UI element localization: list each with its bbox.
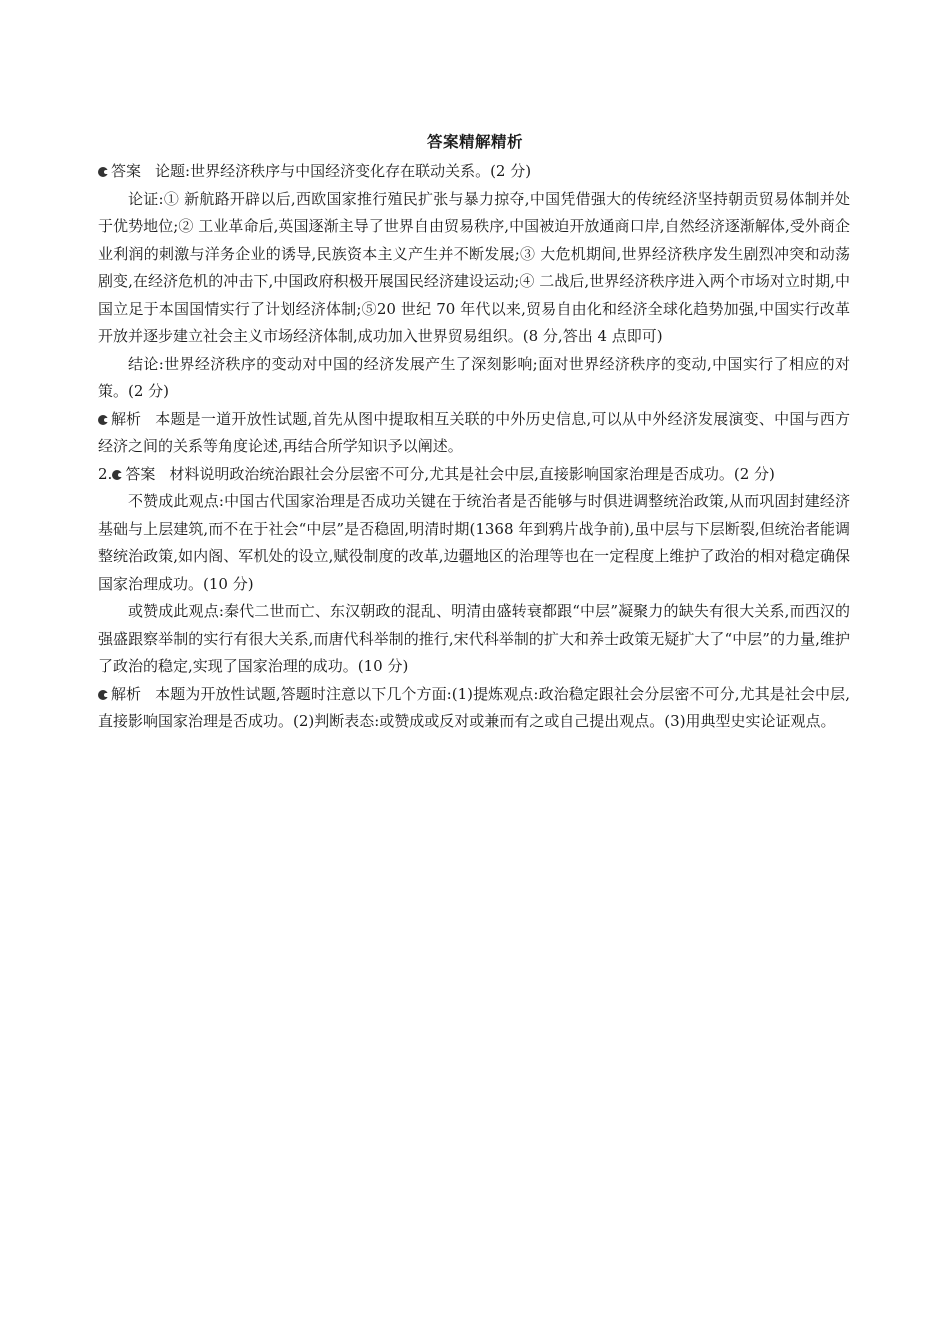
answer-tag: 答案 — [111, 162, 142, 180]
answer-content — [98, 158, 850, 736]
q1-conclusion: 结论:世界经济秩序的变动对中国的经济发展产生了深刻影响;面对世界经济秩序的变动,中国实行了相应的对策。(2 分) — [98, 354, 850, 400]
q2-thesis: 材料说明政治统治跟社会分层密不可分,尤其是社会中层,直接影响国家治理是否成功。(2 分) — [169, 464, 775, 483]
page-title: 答案精解精析 — [426, 133, 523, 151]
q2-answer — [98, 461, 850, 489]
q1-analysis — [98, 406, 850, 461]
q1-thesis: 论题:世界经济秩序与中国经济变化存在联动关系。(2 分) — [155, 162, 532, 180]
analysis-tag: 解析 — [111, 409, 142, 428]
q1-answer — [98, 158, 850, 186]
analysis-marker-icon — [98, 415, 108, 425]
q2-analysis — [98, 681, 850, 736]
answer-marker-icon — [98, 167, 108, 177]
q1-analysis-text: 本题是一道开放性试题,首先从图中提取相互关联的中外历史信息,可以从中外经济发展演变、中国与西方经济之间的关系等角度论述,再结合所学知识予以阐述。 — [98, 409, 850, 455]
analysis-marker-icon — [98, 690, 108, 700]
analysis-tag: 解析 — [111, 684, 142, 703]
q1-argument: 论证:① 新航路开辟以后,西欧国家推行殖民扩张与暴力掠夺,中国凭借强大的传统经济坚持朝贡贸易体制并处于优势地位;② 工业革命后,英国逐渐主导了世界自由贸易秩序,中国被迫开放通商口岸,自然经济逐渐解体,受外商企业利润的刺激与洋务企业的诱导,民族资本主义产生并不断发展;③ 大危机期间,世界经济秩序发生剧烈冲突和动荡剧变,在经济危机的冲击下,中国政府积极开展国民经济建设运动;④ 二战后,世界经济秩序进入两个市场对立时期,中国立足于本国国情实行了计划经济体制;⑤20 世纪 70 年代以来,贸易自由化和经济全球化趋势加强,中国实行改革开放并逐步建立社会主义市场经济体制,成功加入世界贸易组织。(8 分,答出 4 点即可) — [98, 189, 850, 345]
q2-agree: 或赞成此观点:秦代二世而亡、东汉朝政的混乱、明清由盛转衰都跟“中层”凝聚力的缺失有很大关系,而西汉的强盛跟察举制的实行有很大关系,而唐代科举制的推行,宋代科举制的扩大和养士政策无疑扩大了“中层”的力量,维护了政治的稳定,实现了国家治理的成功。(10 分) — [98, 602, 850, 675]
answer-marker-icon — [112, 470, 122, 480]
answer-tag: 答案 — [125, 464, 156, 483]
question-number: 2. — [98, 464, 113, 483]
q2-disagree: 不赞成此观点:中国古代国家治理是否成功关键在于统治者是否能够与时俱进调整统治政策,从而巩固封建经济基础与上层建筑,而不在于社会“中层”是否稳固,明清时期(1368 年到鸦片战争前),虽中层与下层断裂,但统治者能调整统治政策,如内阁、军机处的设立,赋役制度的改革,边疆地区的治理等也在一定程度上维护了政治的相对稳定确保国家治理成功。(10 分) — [98, 492, 850, 593]
q2-analysis-text: 本题为开放性试题,答题时注意以下几个方面:(1)提炼观点:政治稳定跟社会分层密不可分,尤其是社会中层,直接影响国家治理是否成功。(2)判断表态:或赞成或反对或兼而有之或自己提出观点。(3)用典型史实论证观点。 — [98, 684, 850, 730]
